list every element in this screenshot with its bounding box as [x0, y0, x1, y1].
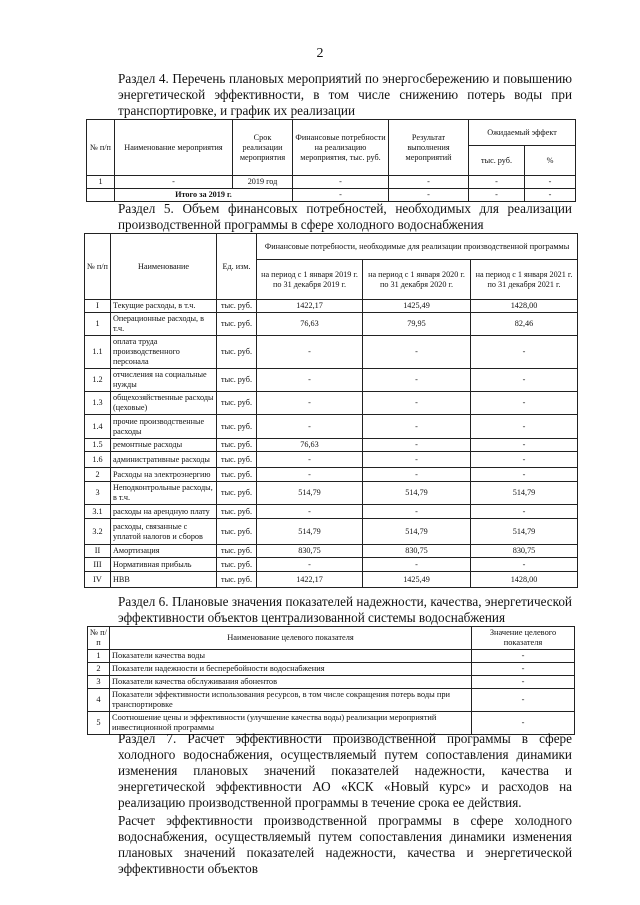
- table-row: [88, 689, 575, 712]
- s5-cell-v3: 1428,00: [471, 572, 578, 588]
- s5-cell-num: 1.1: [85, 336, 111, 369]
- s5-cell-v1: -: [257, 336, 363, 369]
- section5-heading: [88, 201, 572, 233]
- s5-cell-name: НВВ: [111, 572, 217, 588]
- s5-cell-name: Амортизация: [111, 545, 217, 558]
- s4-header-effect-rub: тыс. руб.: [469, 146, 525, 176]
- section6-table: [87, 626, 575, 735]
- s5-header-num: № п/п: [85, 234, 111, 300]
- s5-cell-v2: -: [363, 392, 471, 415]
- s5-cell-v2: 1425,49: [363, 300, 471, 313]
- s5-cell-v3: 830,75: [471, 545, 578, 558]
- s5-cell-v3: -: [471, 439, 578, 452]
- table-row: [85, 369, 578, 392]
- s5-cell-v1: -: [257, 505, 363, 519]
- s5-cell-unit: тыс. руб.: [217, 558, 257, 572]
- s4-row-rub: -: [469, 176, 525, 189]
- s5-cell-v1: 830,75: [257, 545, 363, 558]
- s5-cell-name: оплата труда производственного персонала: [111, 336, 217, 369]
- s5-cell-num: I: [85, 300, 111, 313]
- s5-cell-v2: -: [363, 558, 471, 572]
- table-row: [85, 392, 578, 415]
- s4-total-label: Итого за 2019 г.: [115, 189, 293, 202]
- s5-cell-v1: 1422,17: [257, 300, 363, 313]
- s6-header-name: Наименование целевого показателя: [110, 627, 472, 650]
- s5-cell-v3: 514,79: [471, 482, 578, 505]
- s5-cell-v1: -: [257, 415, 363, 439]
- s6-cell-name: Показатели качества воды: [110, 650, 472, 663]
- s4-row-result: -: [389, 176, 469, 189]
- section6-heading: [88, 594, 572, 626]
- s5-cell-v3: -: [471, 452, 578, 468]
- s4-header-finance: Финансовые потребности на реализацию мероприятия, тыс. руб.: [293, 120, 389, 176]
- s5-cell-name: ремонтные расходы: [111, 439, 217, 452]
- s6-cell-name: Соотношение цены и эффективности (улучшение качества воды) реализации мероприятий инвестиционной программы: [110, 712, 472, 735]
- s5-cell-v2: -: [363, 415, 471, 439]
- s5-cell-unit: тыс. руб.: [217, 572, 257, 588]
- s6-cell-value: -: [472, 689, 575, 712]
- section6-table-body: [88, 650, 575, 735]
- s5-cell-v2: 79,95: [363, 313, 471, 336]
- section7-paragraph1: [88, 731, 572, 811]
- s5-cell-name: расходы, связанные с уплатой налогов и сборов: [111, 519, 217, 545]
- table-row: [85, 468, 578, 482]
- s5-cell-v3: 1428,00: [471, 300, 578, 313]
- s5-cell-unit: тыс. руб.: [217, 336, 257, 369]
- table-row: [85, 452, 578, 468]
- s4-total-finance: -: [293, 189, 389, 202]
- table-row: [85, 415, 578, 439]
- section7-paragraph2: [88, 813, 572, 877]
- s5-cell-v3: -: [471, 558, 578, 572]
- table-row: [85, 505, 578, 519]
- s5-header-unit: Ед. изм.: [217, 234, 257, 300]
- s5-cell-unit: тыс. руб.: [217, 369, 257, 392]
- s5-cell-num: 3.2: [85, 519, 111, 545]
- s4-header-term: Срок реализации мероприятия: [233, 120, 293, 176]
- s5-cell-v2: -: [363, 505, 471, 519]
- s6-cell-num: 3: [88, 676, 110, 689]
- s5-cell-num: 3.1: [85, 505, 111, 519]
- s4-row-name: -: [115, 176, 233, 189]
- s5-cell-num: 1.2: [85, 369, 111, 392]
- table-row: [85, 336, 578, 369]
- s5-cell-num: III: [85, 558, 111, 572]
- s5-cell-v1: -: [257, 392, 363, 415]
- s5-cell-v3: -: [471, 369, 578, 392]
- s6-header-num: № п/п: [88, 627, 110, 650]
- s4-header-name: Наименование мероприятия: [115, 120, 233, 176]
- s5-cell-v1: 514,79: [257, 519, 363, 545]
- s5-cell-unit: тыс. руб.: [217, 468, 257, 482]
- s5-header-p3: на период с 1 января 2021 г. по 31 декабря 2021 г.: [471, 260, 578, 300]
- s5-cell-name: Неподконтрольные расходы, в т.ч.: [111, 482, 217, 505]
- s6-cell-value: -: [472, 712, 575, 735]
- s5-cell-unit: тыс. руб.: [217, 482, 257, 505]
- s4-total-pct: -: [525, 189, 576, 202]
- s5-cell-v1: 514,79: [257, 482, 363, 505]
- table-row: [85, 545, 578, 558]
- section4-heading-text: Раздел 4. Перечень плановых мероприятий по энергосбережению и повышению энергетической эффективности, в том числе снижению потерь воды при транспортировке, и график их реализации: [118, 71, 572, 118]
- s4-header-effect-pct: %: [525, 146, 576, 176]
- s5-cell-unit: тыс. руб.: [217, 415, 257, 439]
- section6-heading-text: Раздел 6. Плановые значения показателей надежности, качества, энергетической эффективности объектов централизованной системы водоснабжения: [118, 594, 572, 625]
- s5-cell-unit: тыс. руб.: [217, 519, 257, 545]
- s5-cell-v2: -: [363, 369, 471, 392]
- s5-cell-unit: тыс. руб.: [217, 545, 257, 558]
- s4-row-finance: -: [293, 176, 389, 189]
- s5-cell-num: 3: [85, 482, 111, 505]
- s5-cell-num: II: [85, 545, 111, 558]
- s6-cell-num: 2: [88, 663, 110, 676]
- s4-total-rub: -: [469, 189, 525, 202]
- page-number: 2: [316, 46, 324, 61]
- s5-header-group: Финансовые потребности, необходимые для реализации производственной программы: [257, 234, 578, 260]
- s5-cell-unit: тыс. руб.: [217, 392, 257, 415]
- s5-cell-v3: -: [471, 336, 578, 369]
- s4-header-effect: Ожидаемый эффект: [469, 120, 576, 146]
- s5-cell-unit: тыс. руб.: [217, 452, 257, 468]
- s5-cell-v1: -: [257, 558, 363, 572]
- table-row: [87, 176, 576, 189]
- s5-cell-name: общехозяйственные расходы (цеховые): [111, 392, 217, 415]
- s5-cell-name: отчисления на социальные нужды: [111, 369, 217, 392]
- table-row: [88, 663, 575, 676]
- s4-header-result: Результат выполнения мероприятий: [389, 120, 469, 176]
- s5-cell-num: 1.3: [85, 392, 111, 415]
- s5-cell-v3: -: [471, 415, 578, 439]
- section5-table: [84, 233, 578, 588]
- s5-cell-num: 2: [85, 468, 111, 482]
- section4-table: [86, 119, 576, 202]
- s5-header-p1: на период с 1 января 2019 г. по 31 декабря 2019 г.: [257, 260, 363, 300]
- s5-cell-num: IV: [85, 572, 111, 588]
- s4-row-term: 2019 год: [233, 176, 293, 189]
- s5-cell-v2: -: [363, 452, 471, 468]
- s6-cell-value: -: [472, 663, 575, 676]
- s5-cell-v3: -: [471, 392, 578, 415]
- s5-cell-name: расходы на арендную плату: [111, 505, 217, 519]
- s5-cell-num: 1: [85, 313, 111, 336]
- s5-cell-v1: -: [257, 452, 363, 468]
- s6-cell-name: Показатели качества обслуживания абонентов: [110, 676, 472, 689]
- section4-heading: [88, 71, 572, 119]
- s5-cell-v3: -: [471, 468, 578, 482]
- s5-cell-v3: 514,79: [471, 519, 578, 545]
- section5-heading-text: Раздел 5. Объем финансовых потребностей, необходимых для реализации производственной программы в сфере холодного водоснабжения: [118, 201, 572, 232]
- s5-cell-v2: -: [363, 336, 471, 369]
- table-row: [85, 482, 578, 505]
- s5-cell-unit: тыс. руб.: [217, 300, 257, 313]
- s5-cell-v1: 1422,17: [257, 572, 363, 588]
- s5-cell-name: Расходы на электроэнергию: [111, 468, 217, 482]
- table-total-row: [87, 189, 576, 202]
- table-row: [85, 313, 578, 336]
- s6-cell-value: -: [472, 676, 575, 689]
- s5-cell-v2: 514,79: [363, 482, 471, 505]
- s5-cell-name: прочие производственные расходы: [111, 415, 217, 439]
- s5-cell-v3: 82,46: [471, 313, 578, 336]
- s6-cell-value: -: [472, 650, 575, 663]
- s5-cell-v1: 76,63: [257, 439, 363, 452]
- s4-total-empty: [87, 189, 115, 202]
- section5-table-body: [85, 300, 578, 588]
- s5-cell-unit: тыс. руб.: [217, 313, 257, 336]
- s6-cell-name: Показатели эффективности использования ресурсов, в том числе сокращения потерь воды при транспортировке: [110, 689, 472, 712]
- s5-header-name: Наименование: [111, 234, 217, 300]
- s5-cell-name: Текущие расходы, в т.ч.: [111, 300, 217, 313]
- s5-cell-v3: -: [471, 505, 578, 519]
- table-row: [85, 439, 578, 452]
- table-row: [88, 650, 575, 663]
- table-row: [85, 300, 578, 313]
- s5-cell-name: Нормативная прибыль: [111, 558, 217, 572]
- s5-cell-v2: -: [363, 439, 471, 452]
- table-row: [85, 572, 578, 588]
- section7-paragraph1-text: Раздел 7. Расчет эффективности производственной программы в сфере холодного водоснабжения, осуществляемый путем сопоставления динамики изменения плановых значений показателей надежности, качества и энергетической эффективности АО «КСК «Новый курс» и расходов на реализацию производственной программы в течение срока ее действия.: [118, 731, 572, 810]
- s5-cell-v2: 830,75: [363, 545, 471, 558]
- s5-cell-v2: -: [363, 468, 471, 482]
- s5-cell-v1: -: [257, 369, 363, 392]
- s5-cell-v2: 1425,49: [363, 572, 471, 588]
- s5-cell-unit: тыс. руб.: [217, 505, 257, 519]
- s6-cell-name: Показатели надежности и бесперебойности водоснабжения: [110, 663, 472, 676]
- s4-row-num: 1: [87, 176, 115, 189]
- s5-cell-v1: 76,63: [257, 313, 363, 336]
- s5-cell-name: административные расходы: [111, 452, 217, 468]
- s5-cell-num: 1.4: [85, 415, 111, 439]
- s6-cell-num: 1: [88, 650, 110, 663]
- s5-cell-num: 1.6: [85, 452, 111, 468]
- section7-paragraph2-text: Расчет эффективности производственной программы в сфере холодного водоснабжения, осуществляемый путем сопоставления динамики изменения плановых значений показателей надежности, качества и энергетической эффективности объектов: [118, 813, 572, 876]
- s4-header-num: № п/п: [87, 120, 115, 176]
- s6-cell-num: 4: [88, 689, 110, 712]
- table-row: [88, 676, 575, 689]
- table-row: [85, 519, 578, 545]
- s6-cell-num: 5: [88, 712, 110, 735]
- s5-cell-v1: -: [257, 468, 363, 482]
- s5-cell-v2: 514,79: [363, 519, 471, 545]
- s6-header-value: Значение целевого показателя: [472, 627, 575, 650]
- s5-cell-unit: тыс. руб.: [217, 439, 257, 452]
- s4-row-pct: -: [525, 176, 576, 189]
- table-row: [85, 558, 578, 572]
- s5-cell-num: 1.5: [85, 439, 111, 452]
- s5-header-p2: на период с 1 января 2020 г. по 31 декабря 2020 г.: [363, 260, 471, 300]
- s5-cell-name: Операционные расходы, в т.ч.: [111, 313, 217, 336]
- s4-total-result: -: [389, 189, 469, 202]
